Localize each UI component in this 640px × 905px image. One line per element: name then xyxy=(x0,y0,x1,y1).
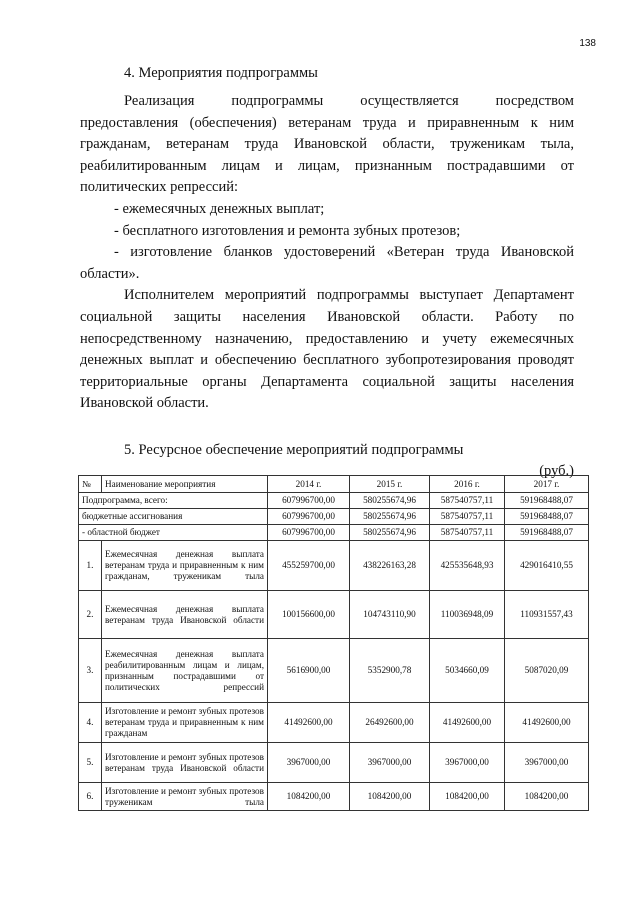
cell-value: 591968488,07 xyxy=(505,493,589,509)
row-name: Ежемесячная денежная выплата ветеранам труда и приравненным к ним гражданам, труженикам тыла xyxy=(102,541,268,591)
cell-value: 607996700,00 xyxy=(268,509,350,525)
column-header: № xyxy=(79,476,102,493)
row-name: Ежемесячная денежная выплата реабилитированным лицам и лицам, признанным пострадавшими от политических репрессий xyxy=(102,639,268,703)
cell-value: 5352900,78 xyxy=(350,639,430,703)
row-number: 5. xyxy=(79,743,102,783)
cell-value: 455259700,00 xyxy=(268,541,350,591)
cell-value: 3967000,00 xyxy=(505,743,589,783)
section-4-paragraph-1: Реализация подпрограммы осуществляется посредством предоставления (обеспечения) ветеранам труда и приравненным к ним гражданам, ветеранам труда Ивановской области, труженикам тыла, реабилитированным лицам и лицам, признанным пострадавшими от политических репрессий: xyxy=(80,93,574,196)
row-label: бюджетные ассигнования xyxy=(79,509,268,525)
cell-value: 607996700,00 xyxy=(268,493,350,509)
column-header: 2014 г. xyxy=(268,476,350,493)
cell-value: 5616900,00 xyxy=(268,639,350,703)
table-row xyxy=(79,783,589,811)
cell-value: 1084200,00 xyxy=(505,783,589,811)
cell-value: 580255674,96 xyxy=(350,493,430,509)
column-header: 2015 г. xyxy=(350,476,430,493)
currency-unit: (руб.) xyxy=(539,462,574,479)
bullet-item: - изготовление бланков удостоверений «Ветеран труда Ивановской области». xyxy=(80,244,574,282)
row-number: 6. xyxy=(79,783,102,811)
cell-value: 587540757,11 xyxy=(430,525,505,541)
row-name: Изготовление и ремонт зубных протезов труженикам тыла xyxy=(102,783,268,811)
cell-value: 41492600,00 xyxy=(268,703,350,743)
cell-value: 110931557,43 xyxy=(505,591,589,639)
row-name: Ежемесячная денежная выплата ветеранам труда Ивановской области xyxy=(102,591,268,639)
row-label: Подпрограмма, всего: xyxy=(79,493,268,509)
cell-value: 607996700,00 xyxy=(268,525,350,541)
cell-value: 580255674,96 xyxy=(350,525,430,541)
section-4-heading: 4. Мероприятия подпрограммы xyxy=(124,65,318,81)
cell-value: 41492600,00 xyxy=(505,703,589,743)
row-name: Изготовление и ремонт зубных протезов ветеранам труда и приравненным к ним гражданам xyxy=(102,703,268,743)
bullet-item: - ежемесячных денежных выплат; xyxy=(114,200,325,217)
cell-value: 3967000,00 xyxy=(268,743,350,783)
table-row xyxy=(79,703,589,743)
cell-value: 3967000,00 xyxy=(430,743,505,783)
table-header-row xyxy=(79,476,589,493)
row-number: 2. xyxy=(79,591,102,639)
cell-value: 587540757,11 xyxy=(430,509,505,525)
cell-value: 587540757,11 xyxy=(430,493,505,509)
column-header: Наименование мероприятия xyxy=(102,476,268,493)
cell-value: 1084200,00 xyxy=(268,783,350,811)
cell-value: 591968488,07 xyxy=(505,525,589,541)
cell-value: 3967000,00 xyxy=(350,743,430,783)
document-body xyxy=(80,64,574,480)
table-row xyxy=(79,541,589,591)
resource-table xyxy=(78,475,589,811)
bullet-item: - бесплатного изготовления и ремонта зубных протезов; xyxy=(114,222,461,239)
page-number: 138 xyxy=(579,38,596,49)
row-number: 1. xyxy=(79,541,102,591)
cell-value: 438226163,28 xyxy=(350,541,430,591)
table-row xyxy=(79,743,589,783)
table-row xyxy=(79,591,589,639)
column-header: 2016 г. xyxy=(430,476,505,493)
cell-value: 1084200,00 xyxy=(430,783,505,811)
row-number: 3. xyxy=(79,639,102,703)
cell-value: 5034660,09 xyxy=(430,639,505,703)
section-5-heading: 5. Ресурсное обеспечение мероприятий подпрограммы xyxy=(124,441,464,458)
cell-value: 429016410,55 xyxy=(505,541,589,591)
cell-value: 5087020,09 xyxy=(505,639,589,703)
row-label: - областной бюджет xyxy=(79,525,268,541)
cell-value: 591968488,07 xyxy=(505,509,589,525)
column-header: 2017 г. xyxy=(505,476,589,493)
cell-value: 580255674,96 xyxy=(350,509,430,525)
table-row xyxy=(79,509,589,525)
table-row xyxy=(79,493,589,509)
row-number: 4. xyxy=(79,703,102,743)
table-row xyxy=(79,639,589,703)
cell-value: 41492600,00 xyxy=(430,703,505,743)
cell-value: 100156600,00 xyxy=(268,591,350,639)
row-name: Изготовление и ремонт зубных протезов ветеранам труда Ивановской области xyxy=(102,743,268,783)
cell-value: 104743110,90 xyxy=(350,591,430,639)
cell-value: 26492600,00 xyxy=(350,703,430,743)
cell-value: 1084200,00 xyxy=(350,783,430,811)
table-row xyxy=(79,525,589,541)
cell-value: 110036948,09 xyxy=(430,591,505,639)
cell-value: 425535648,93 xyxy=(430,541,505,591)
section-4-paragraph-2: Исполнителем мероприятий подпрограммы выступает Департамент социальной защиты населения Ивановской области. Работу по непосредственному назначению, предоставлению и учету ежемесячных денежных выплат и обеспечению бесплатного зубопротезирования проводят территориальные органы Департамента социальной защиты населения Ивановской области. xyxy=(80,287,574,412)
